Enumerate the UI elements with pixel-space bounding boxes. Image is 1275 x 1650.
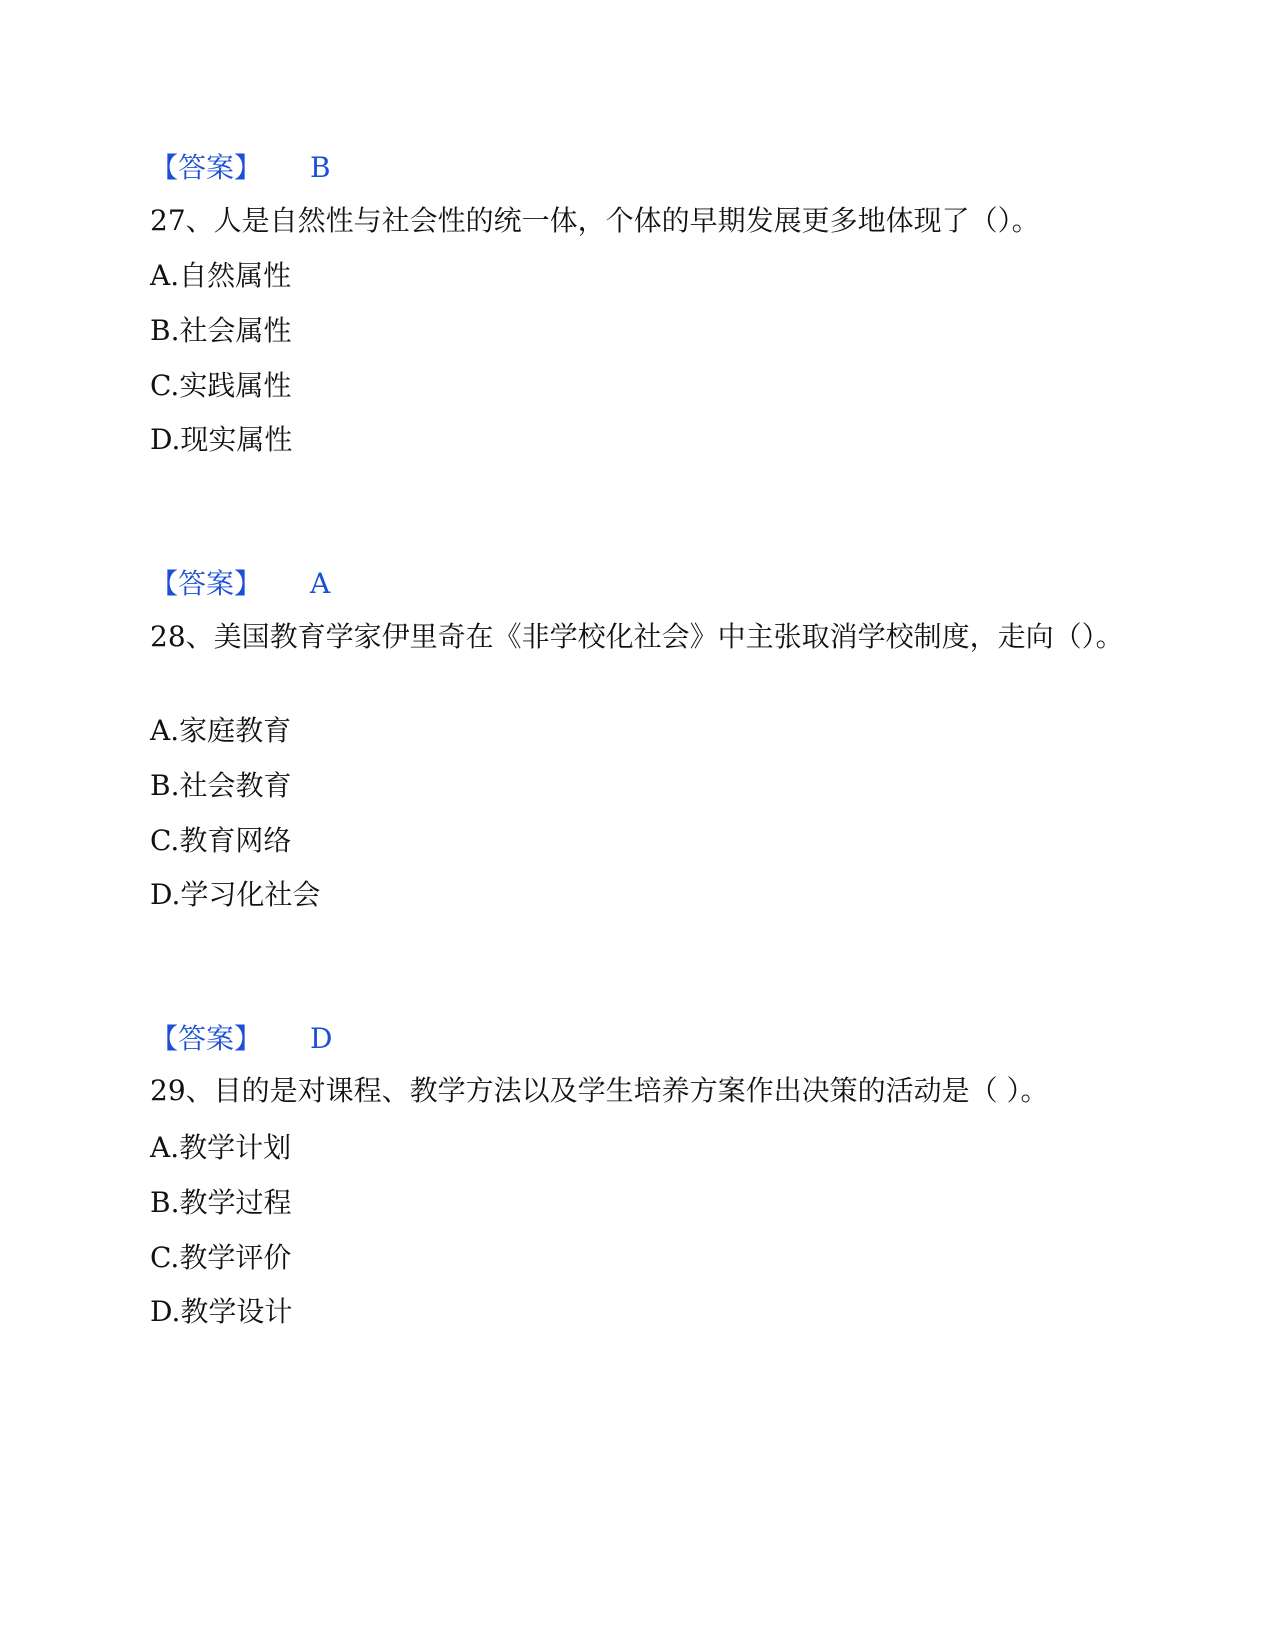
option-d: D.教学设计 bbox=[150, 1295, 293, 1328]
answer-value: A bbox=[310, 567, 331, 600]
question-text: 28、美国教育学家伊里奇在《非学校化社会》中主张取消学校制度，走向（）。 bbox=[150, 620, 1124, 653]
answer-line bbox=[150, 1021, 332, 1057]
question-text: 27、人是自然性与社会性的统一体，个体的早期发展更多地体现了（）。 bbox=[150, 204, 1040, 237]
option-d: D.现实属性 bbox=[150, 423, 293, 456]
answer-label: 【答案】 bbox=[150, 567, 263, 600]
answer-value: B bbox=[310, 151, 331, 184]
option-c: C.教学评价 bbox=[150, 1241, 292, 1274]
option-a: A.家庭教育 bbox=[150, 714, 292, 747]
answer-line bbox=[150, 566, 330, 602]
option-c: C.实践属性 bbox=[150, 369, 292, 402]
option-b: B.社会教育 bbox=[150, 769, 292, 802]
answer-line bbox=[150, 150, 331, 186]
answer-label: 【答案】 bbox=[150, 1022, 263, 1055]
option-a: A.自然属性 bbox=[150, 259, 292, 292]
answer-value: D bbox=[310, 1022, 333, 1055]
option-d: D.学习化社会 bbox=[150, 878, 321, 911]
option-c: C.教育网络 bbox=[150, 824, 292, 857]
question-text: 29、目的是对课程、教学方法以及学生培养方案作出决策的活动是（ ）。 bbox=[150, 1074, 1049, 1107]
option-b: B.社会属性 bbox=[150, 314, 292, 347]
answer-label: 【答案】 bbox=[150, 151, 263, 184]
option-a: A.教学计划 bbox=[150, 1131, 292, 1164]
option-b: B.教学过程 bbox=[150, 1186, 292, 1219]
